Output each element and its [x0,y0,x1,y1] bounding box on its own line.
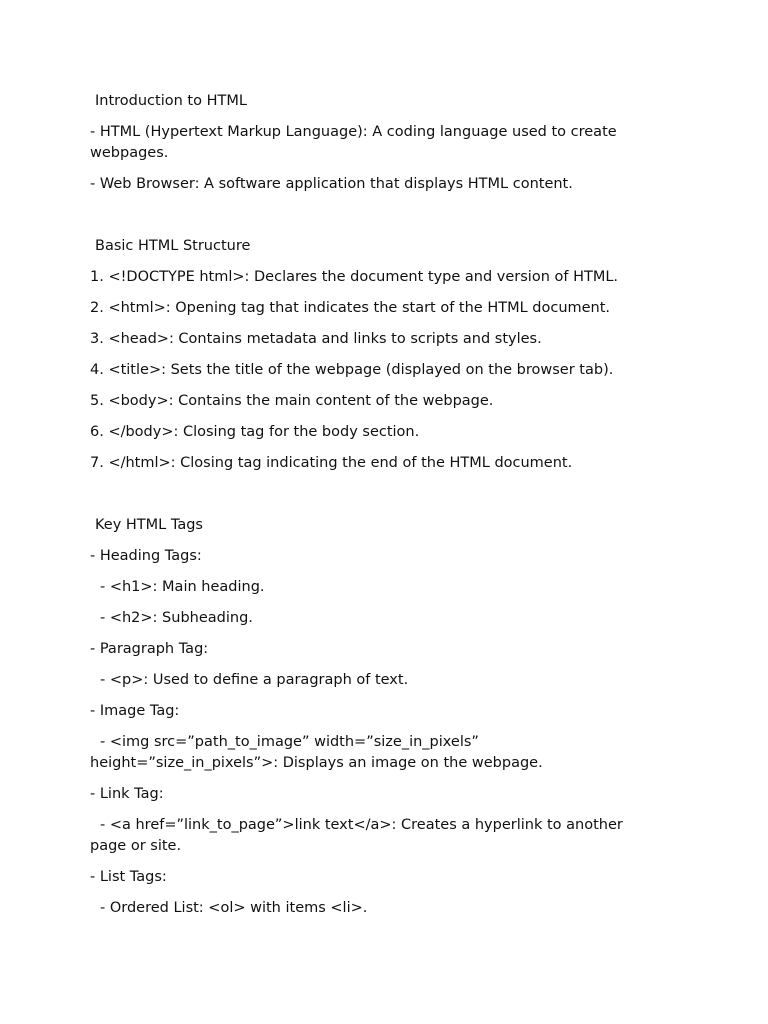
tags-link-tag: - Link Tag: [90,786,164,802]
section-title-tags: Key HTML Tags [95,517,203,533]
structure-line-body-close: 6. </body>: Closing tag for the body section. [90,424,420,440]
intro-line-html: - HTML (Hypertext Markup Language): A coding language used to create webpages. [90,124,622,161]
tags-p: - <p>: Used to define a paragraph of text. [100,672,409,688]
structure-line-html: 2. <html>: Opening tag that indicates the start of the HTML document. [90,300,611,316]
tags-h2: - <h2>: Subheading. [100,610,253,626]
section-spacer [90,205,660,236]
structure-line-head: 3. <head>: Contains metadata and links to scripts and styles. [90,331,542,347]
tags-image-tag: - Image Tag: [90,703,180,719]
tags-h1: - <h1>: Main heading. [100,579,265,595]
structure-line-html-close: 7. </html>: Closing tag indicating the end of the HTML document. [90,455,573,471]
tags-ol: - Ordered List: <ol> with items <li>. [100,900,368,916]
section-title-intro: Introduction to HTML [95,93,247,109]
tags-a: - <a href=”link_to_page”>link text</a>: Creates a hyperlink to another page or site. [90,817,628,854]
structure-line-doctype: 1. <!DOCTYPE html>: Declares the document type and version of HTML. [90,269,619,285]
structure-line-body: 5. <body>: Contains the main content of the webpage. [90,393,494,409]
structure-line-title: 4. <title>: Sets the title of the webpage (displayed on the browser tab). [90,362,614,378]
tags-paragraph-tag: - Paragraph Tag: [90,641,209,657]
tags-heading-tags: - Heading Tags: [90,548,202,564]
section-spacer [90,484,660,515]
section-title-structure: Basic HTML Structure [95,238,251,254]
document-page [90,91,660,929]
tags-list-tags: - List Tags: [90,869,167,885]
intro-line-browser: - Web Browser: A software application that displays HTML content. [90,176,573,192]
tags-img: - <img src=”path_to_image” width=”size_in_pixels” height=”size_in_pixels”>: Displays an image on the webpage. [90,734,543,771]
